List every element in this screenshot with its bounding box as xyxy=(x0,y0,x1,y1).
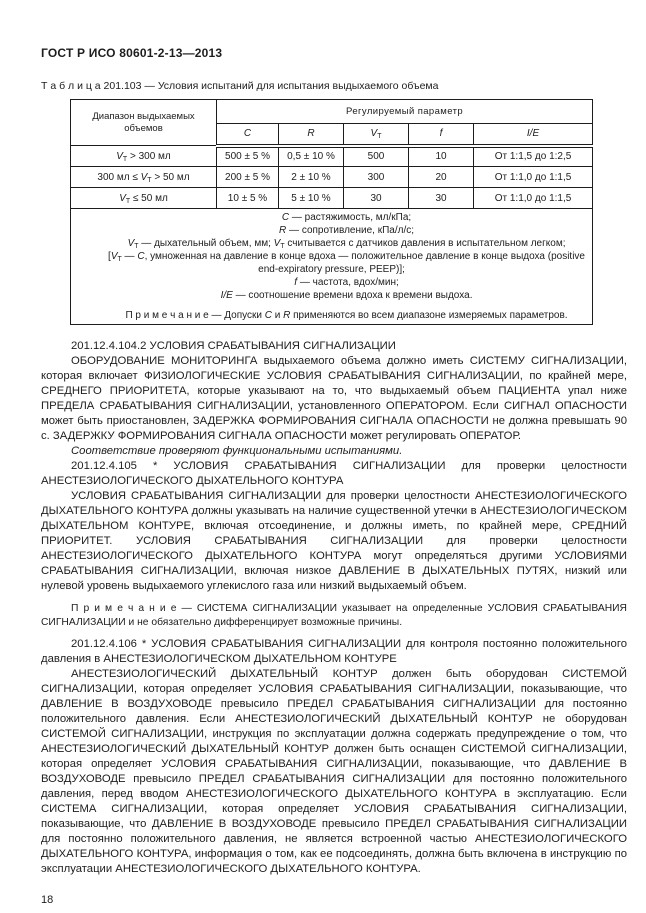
table-row xyxy=(71,167,593,188)
paragraph-monitoring-equipment: ОБОРУДОВАНИЕ МОНИТОРИНГА выдыхаемого объема должно иметь СИСТЕМУ СИГНАЛИЗАЦИИ, которая включает ФИЗИОЛОГИЧЕСКИЕ УСЛОВИЯ СРАБАТЫВАНИЯ СИГНАЛИЗАЦИИ, по крайней мере, СРЕДНЕГО ПРИОРИТЕТА, которые указывают на то, что выдыхаемый объем ПАЦИЕНТА упал ниже ПРЕДЕЛА СРАБАТЫВАНИЯ СИГНАЛИЗАЦИИ, установленного ОПЕРАТОРОМ. Если СИГНАЛ ОПАСНОСТИ может быть приостановлен, ЗАДЕРЖКА ФОРМИРОВАНИЯ СИГНАЛА ОПАСНОСТИ не должна превышать 90 с. ЗАДЕРЖКУ ФОРМИРОВАНИЯ СИГНАЛА ОПАСНОСТИ может регулировать ОПЕРАТОР. xyxy=(41,355,627,442)
table-caption: Т а б л и ц а 201.103 — Условия испытаний для испытания выдыхаемого объема xyxy=(41,80,439,92)
cell-volume-range: 300 мл ≤ $V_T > 50$ мл xyxy=(71,167,217,188)
cell-vt: 500 xyxy=(344,146,409,167)
footnote-line-vt: $V_T$ — дыхательный объем, мм; $V_T$ считывается с датчиков давления в испытательном легком; xyxy=(127,238,566,250)
section-heading-201-12-4-104-2: 201.12.4.104.2 УСЛОВИЯ СРАБАТЫВАНИЯ СИГНАЛИЗАЦИИ xyxy=(71,340,396,352)
cell-f: 30 xyxy=(409,188,474,209)
column-header-f: f xyxy=(409,124,474,146)
cell-c: 200 ± 5 % xyxy=(217,167,279,188)
table-row xyxy=(71,188,593,209)
note-paragraph: П р и м е ч а н и е — СИСТЕМА СИГНАЛИЗАЦИИ указывает на определенные УСЛОВИЯ СРАБАТЫВАНИЯ СИГНАЛИЗАЦИИ и не обязательно дифференцирует возможные причины. xyxy=(41,603,627,628)
cell-vt: 30 xyxy=(344,188,409,209)
table-footnotes-row xyxy=(71,209,593,325)
cell-volume-range: $V_T > 300$ мл xyxy=(71,146,217,167)
column-header-r: R xyxy=(279,124,344,146)
cell-r: 5 ± 10 % xyxy=(279,188,344,209)
cell-c: 10 ± 5 % xyxy=(217,188,279,209)
section-heading-201-12-4-105: 201.12.4.105 * УСЛОВИЯ СРАБАТЫВАНИЯ СИГНАЛИЗАЦИИ для проверки целостности АНЕСТЕЗИОЛОГИЧЕСКОГО ДЫХАТЕЛЬНОГО КОНТУРА xyxy=(41,460,627,487)
table-row xyxy=(71,146,593,167)
footnote-line-f: f — частота, вдох/мин; xyxy=(294,277,399,288)
cell-vt: 300 xyxy=(344,167,409,188)
table-footnotes-cell xyxy=(71,209,593,325)
footnote-line-c: C — растяжимость, мл/кПа; xyxy=(281,212,412,223)
section-heading-201-12-4-106: 201.12.4.106 * УСЛОВИЯ СРАБАТЫВАНИЯ СИГНАЛИЗАЦИИ для контроля постоянно положительного давления в АНЕСТЕЗИОЛОГИЧЕСКОМ ДЫХАТЕЛЬНОМ КОНТУРЕ xyxy=(41,638,627,665)
cell-ie: От 1:1,0 до 1:1,5 xyxy=(474,167,593,188)
column-header-vt: $V_T$ xyxy=(344,124,409,146)
cell-volume-range: $V_T \le 50$ мл xyxy=(71,188,217,209)
cell-r: 2 ± 10 % xyxy=(279,167,344,188)
page-number: 18 xyxy=(41,894,54,906)
test-conditions-table xyxy=(70,99,593,325)
compliance-statement: Соответствие проверяют функциональными испытаниями. xyxy=(71,445,403,457)
running-header: ГОСТ Р ИСО 80601-2-13—2013 xyxy=(41,46,223,60)
column-header-ie: I/E xyxy=(474,124,593,146)
paragraph-breathing-circuit-integrity: УСЛОВИЯ СРАБАТЫВАНИЯ СИГНАЛИЗАЦИИ для проверки целостности АНЕСТЕЗИОЛОГИЧЕСКОГО ДЫХАТЕЛЬНОГО КОНТУРА должны указывать на наличие существенной утечки в АНЕСТЕЗИОЛОГИЧЕСКОМ ДЫХАТЕЛЬНОМ КОНТУРЕ, включая отсоединение, и должны иметь, по крайней мере, СРЕДНИЙ ПРИОРИТЕТ. УСЛОВИЯ СРАБАТЫВАНИЯ СИГНАЛИЗАЦИИ для проверки целостности АНЕСТЕЗИОЛОГИЧЕСКОГО ДЫХАТЕЛЬНОГО КОНТУРА могут определяться другими УСЛОВИЯМИ СРАБАТЫВАНИЯ СИГНАЛИЗАЦИИ, включая низкое ДАВЛЕНИЕ В ДЫХАТЕЛЬНЫХ ПУТЯХ, низкий или нулевой уровень выдыхаемого углекислого газа или низкий выдыхаемый объем. xyxy=(41,490,627,592)
cell-c: 500 ± 5 % xyxy=(217,146,279,167)
paragraph-continuous-positive-pressure: АНЕСТЕЗИОЛОГИЧЕСКИЙ ДЫХАТЕЛЬНЫЙ КОНТУР должен быть оборудован СИСТЕМОЙ СИГНАЛИЗАЦИИ, которая определяет УСЛОВИЯ СРАБАТЫВАНИЯ СИГНАЛИЗАЦИИ, показывающие, что ДАВЛЕНИЕ В ВОЗДУХОВОДЕ превысило ПРЕДЕЛ СРАБАТЫВАНИЯ СИГНАЛИЗАЦИИ для постоянно положительного давления. Если АНЕСТЕЗИОЛОГИЧЕСКИЙ ДЫХАТЕЛЬНЫЙ КОНТУР не оборудован СИСТЕМОЙ СИГНАЛИЗАЦИИ, инструкция по эксплуатации должна содержать предупреждение о том, что АНЕСТЕЗИОЛОГИЧЕСКИЙ ДЫХАТЕЛЬНЫЙ КОНТУР должен быть оснащен СИСТЕМОЙ СИГНАЛИЗАЦИИ, которая определяет УСЛОВИЯ СРАБАТЫВАНИЯ СИГНАЛИЗАЦИИ, показывающие, что ДАВЛЕНИЕ В ВОЗДУХОВОДЕ превысило ПРЕДЕЛ СРАБАТЫВАНИЯ СИГНАЛИЗАЦИИ для постоянно положительного давления, перед вводом АНЕСТЕЗИОЛОГИЧЕСКОГО ДЫХАТЕЛЬНОГО КОНТУРА в эксплуатацию. Если СИСТЕМА СИГНАЛИЗАЦИИ, которая определяет УСЛОВИЯ СРАБАТЫВАНИЯ СИГНАЛИЗАЦИИ, показывающие, что ДАВЛЕНИЕ В ВОЗДУХОВОДЕ превысило ПРЕДЕЛ СРАБАТЫВАНИЯ СИГНАЛИЗАЦИИ для постоянно положительного давления, не является встроенной частью АНЕСТЕЗИОЛОГИЧЕСКОГО ДЫХАТЕЛЬНОГО КОНТУРА, информация о том, как ее подсоединять, должна быть включена в инструкцию по эксплуатации АНЕСТЕЗИОЛОГИЧЕСКОГО ДЫХАТЕЛЬНОГО КОНТУРА. xyxy=(41,668,627,875)
table-header-row-group xyxy=(71,100,593,124)
column-header-group: Регулируемый параметр xyxy=(217,100,593,124)
cell-ie: От 1:1,0 до 1:1,5 xyxy=(474,188,593,209)
column-header-c: C xyxy=(217,124,279,146)
cell-r: 0,5 ± 10 % xyxy=(279,146,344,167)
footnote-line-ie: I/E — соотношение времени вдоха к времени выдоха. xyxy=(220,290,473,301)
cell-f: 10 xyxy=(409,146,474,167)
cell-f: 20 xyxy=(409,167,474,188)
footnote-line-r: R — сопротивление, кПа/л/с; xyxy=(279,225,414,236)
column-header-range: Диапазон выдыхаемых объемов xyxy=(71,100,217,146)
table-note: П р и м е ч а н и е — Допуски C и R применяются во всем диапазоне измеряемых параметров. xyxy=(125,310,568,321)
footnote-line-peep: [$V_T$ — C, умноженная на давление в конце вдоха — положительное давление в конце выдоха (positive end-expiratory pressure, PEEP)]; xyxy=(108,251,585,275)
cell-ie: От 1:1,5 до 1:2,5 xyxy=(474,146,593,167)
body-text xyxy=(41,339,627,877)
